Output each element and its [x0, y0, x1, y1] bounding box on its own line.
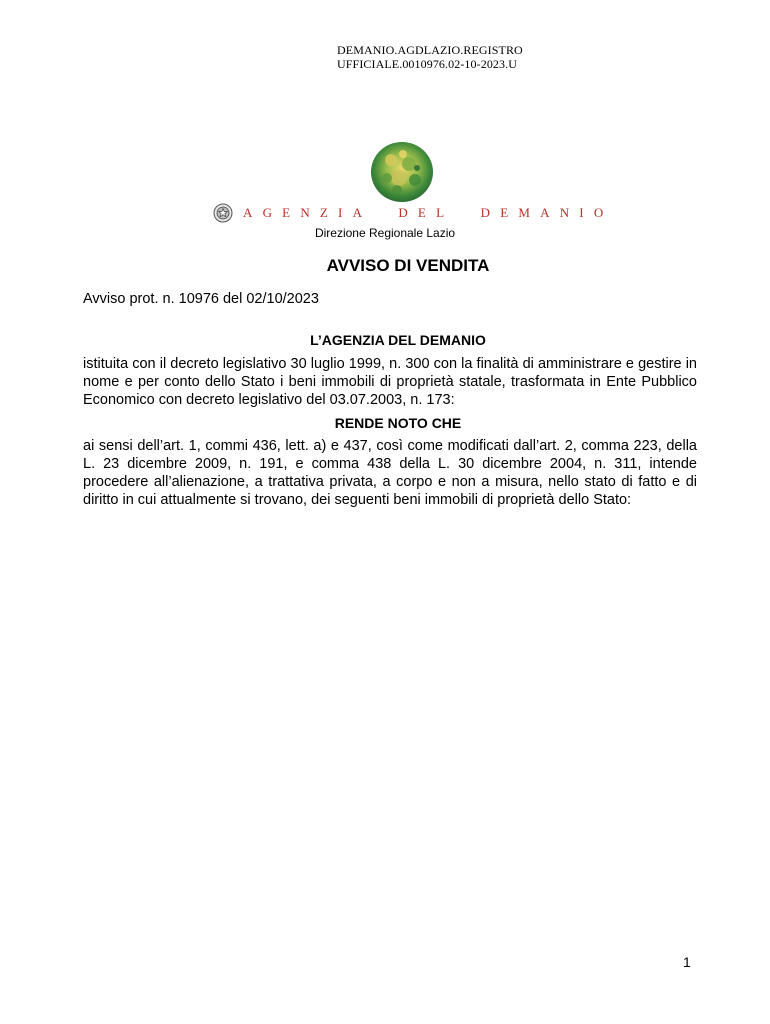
agency-description-paragraph: istituita con il decreto legislativo 30 luglio 1999, n. 300 con la finalità di amministrare e gestire in nome e per conto dello Stato i beni immobili di proprietà statale, trasformata in Ente Pubblico Economico con decreto legislativo del 03.07.2003, n. 173:	[83, 356, 697, 408]
regional-direction: Direzione Regionale Lazio	[314, 226, 456, 240]
notice-heading: RENDE NOTO CHE	[334, 415, 462, 431]
document-title: AVVISO DI VENDITA	[326, 256, 490, 275]
agency-header	[213, 203, 613, 223]
agency-logo-emblem	[369, 140, 435, 204]
page-number: 1	[683, 954, 691, 970]
agency-name: AGENZIA DEL DEMANIO	[243, 205, 614, 220]
agency-heading: L’AGENZIA DEL DEMANIO	[310, 332, 486, 348]
protocol-line-2: UFFICIALE.0010976.02-10-2023.U	[337, 57, 517, 71]
protocol-line-1: DEMANIO.AGDLAZIO.REGISTRO	[337, 43, 523, 57]
italian-republic-emblem-icon	[213, 203, 233, 223]
notice-protocol-line: Avviso prot. n. 10976 del 02/10/2023	[83, 291, 319, 307]
notice-body-paragraph: ai sensi dell’art. 1, commi 436, lett. a) e 437, così come modificati dall’art. 2, comma 223, della L. 23 dicembre 2009, n. 191, e comma 438 della L. 30 dicembre 2004, n. 311, intende procedere all’alienazione, a trattativa privata, a corpo e non a misura, nello stato di fatto e di diritto in cui attualmente si trovano, dei seguenti beni immobili di proprietà dello Stato:	[83, 438, 697, 508]
protocol-stamp	[337, 43, 523, 71]
